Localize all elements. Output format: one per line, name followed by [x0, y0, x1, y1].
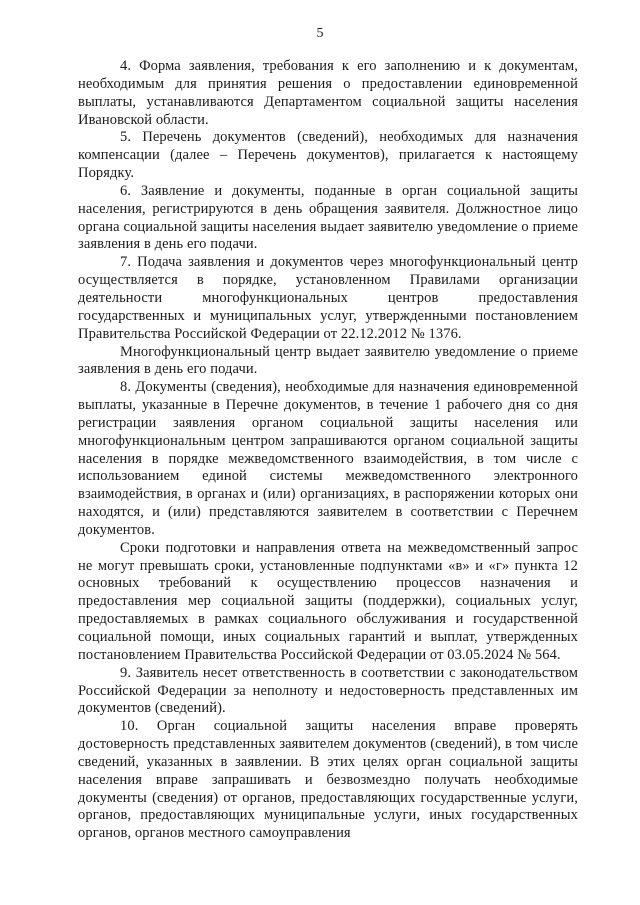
paragraph-7: 7. Подача заявления и документов через многофункциональный центр осуществляется в порядке, установленном Правилами организации деятельности многофункциональных центров предоставления государственных и муниципальных услуг, утвержденными постановлением Правительства Российской Федерации от 22.12.2012 № 1376.	[78, 254, 578, 342]
paragraph-4: 4. Форма заявления, требования к его заполнению и к документам, необходимым для принятия решения о предоставлении единовременной выплаты, устанавливаются Департаментом социальной защиты населения Ивановской области.	[78, 58, 578, 128]
paragraph-7-continuation: Многофункциональный центр выдает заявителю уведомление о приеме заявления в день его подачи.	[78, 343, 578, 378]
paragraph-8: 8. Документы (сведения), необходимые для назначения единовременной выплаты, указанные в Перечне документов, в течение 1 рабочего дня со дня регистрации заявления органом социальной защиты населения или многофункциональным центром запрашиваются органом социальной защиты населения в порядке межведомственного взаимодействия, в том числе с использованием единой системы межведомственного электронного взаимодействия, в органах и (или) организациях, в распоряжении которых они находятся, и (или) представляются заявителем в соответствии с Перечнем документов.	[78, 379, 578, 538]
paragraph-9: 9. Заявитель несет ответственность в соответствии с законодательством Российской Федерации за неполноту и недостоверность представленных им документов (сведений).	[78, 664, 578, 717]
paragraph-8-continuation: Сроки подготовки и направления ответа на межведомственный запрос не могут превышать сроки, установленные подпунктами «в» и «г» пункта 12 основных требований к осуществлению процессов назначения и предоставления мер социальной защиты (поддержки), социальных услуг, предоставляемых в рамках социального обслуживания и государственной социальной помощи, иных социальных гарантий и выплат, утвержденных постановлением Правительства Российской Федерации от 03.05.2024 № 564.	[78, 539, 578, 663]
paragraph-5: 5. Перечень документов (сведений), необходимых для назначения компенсации (далее – Перечень документов), прилагается к настоящему Порядку.	[78, 129, 578, 182]
page-number: 5	[316, 26, 324, 41]
paragraph-6: 6. Заявление и документы, поданные в орган социальной защиты населения, регистрируются в день обращения заявителя. Должностное лицо органа социальной защиты населения выдает заявителю уведомление о приеме заявления в день его подачи.	[78, 182, 578, 253]
paragraph-10: 10. Орган социальной защиты населения вправе проверять достоверность представленных заявителем документов (сведений), в том числе сведений, указанных в заявлении. В этих целях орган социальной защиты населения вправе запрашивать и безвозмездно получать необходимые документы (сведения) от органов, предоставляющих государственные услуги, органов, предоставляющих муниципальные услуги, иных государственных органов, органов местного самоуправления	[78, 718, 578, 842]
document-body	[78, 58, 578, 843]
